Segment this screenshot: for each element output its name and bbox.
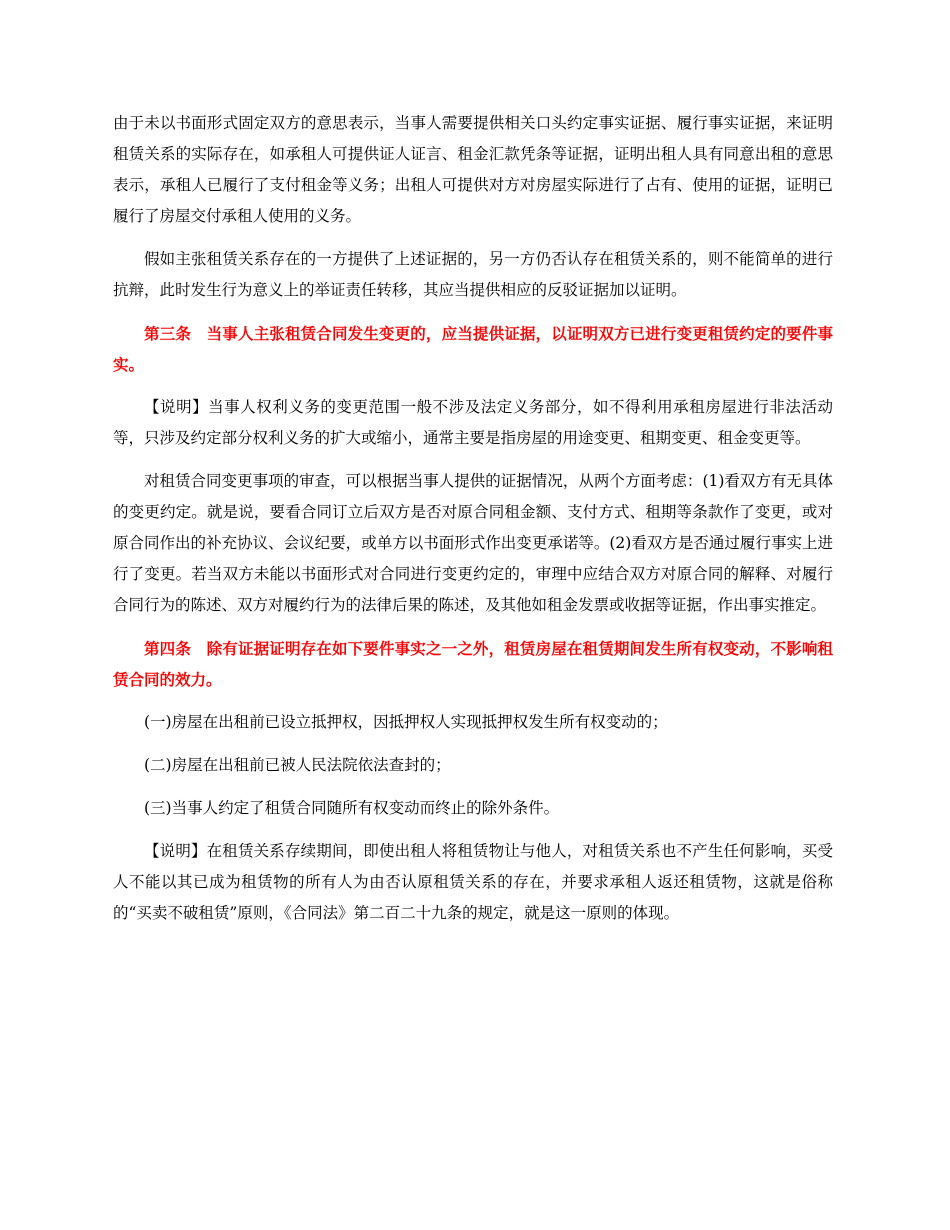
article-3-heading: 第三条 当事人主张租赁合同发生变更的，应当提供证据，以证明双方已进行变更租赁约定的要件事实。 (113, 324, 833, 374)
document-body (113, 108, 833, 941)
article-4-item-3: (三)当事人约定了租赁合同随所有权变动而终止的除外条件。 (144, 799, 560, 817)
article-4-item-2: (二)房屋在出租前已被人民法院依法查封的； (144, 756, 451, 774)
paragraph-oral-agreement-evidence: 由于未以书面形式固定双方的意思表示，当事人需要提供相关口头约定事实证据、履行事实证据，来证明租赁关系的实际存在，如承租人可提供证人证言、租金汇款凭条等证据，证明出租人具有同意出租的意思表示，承租人已履行了支付租金等义务；出租人可提供对方对房屋实际进行了占有、使用的证据，证明已履行了房屋交付承租人使用的义务。 (113, 114, 833, 225)
paragraph-burden-shift: 假如主张租赁关系存在的一方提供了上述证据的，另一方仍否认存在租赁关系的，则不能简单的进行抗辩，此时发生行为意义上的举证责任转移，其应当提供相应的反驳证据加以证明。 (113, 250, 833, 299)
article-4-explanation: 【说明】在租赁关系存续期间，即使出租人将租赁物让与他人，对租赁关系也不产生任何影响，买受人不能以其已成为租赁物的所有人为由否认原租赁关系的存在，并要求承租人返还租赁物，这就是俗称的“买卖不破租赁”原则，《合同法》第二百二十九条的规定，就是这一原则的体现。 (113, 842, 833, 922)
article-3-explanation: 【说明】当事人权利义务的变更范围一般不涉及法定义务部分，如不得利用承租房屋进行非法活动等，只涉及约定部分权利义务的扩大或缩小，通常主要是指房屋的用途变更、租期变更、租金变更等。 (113, 398, 833, 447)
article-3-review: 对租赁合同变更事项的审查，可以根据当事人提供的证据情况，从两个方面考虑：(1)看双方有无具体的变更约定。就是说，要看合同订立后双方是否对原合同租金额、支付方式、租期等条款作了变更，或对原合同作出的补充协议、会议纪要，或单方以书面形式作出变更承诺等。(2)看双方是否通过履行事实上进行了变更。若当双方未能以书面形式对合同进行变更约定的，审理中应结合双方对原合同的解释、对履行合同行为的陈述、双方对履约行为的法律后果的陈述，及其他如租金发票或收据等证据，作出事实推定。 (113, 472, 833, 614)
article-4-heading: 第四条 除有证据证明存在如下要件事实之一之外，租赁房屋在租赁期间发生所有权变动，不影响租赁合同的效力。 (113, 639, 833, 689)
article-4-item-1: (一)房屋在出租前已设立抵押权，因抵押权人实现抵押权发生所有权变动的； (144, 713, 668, 731)
